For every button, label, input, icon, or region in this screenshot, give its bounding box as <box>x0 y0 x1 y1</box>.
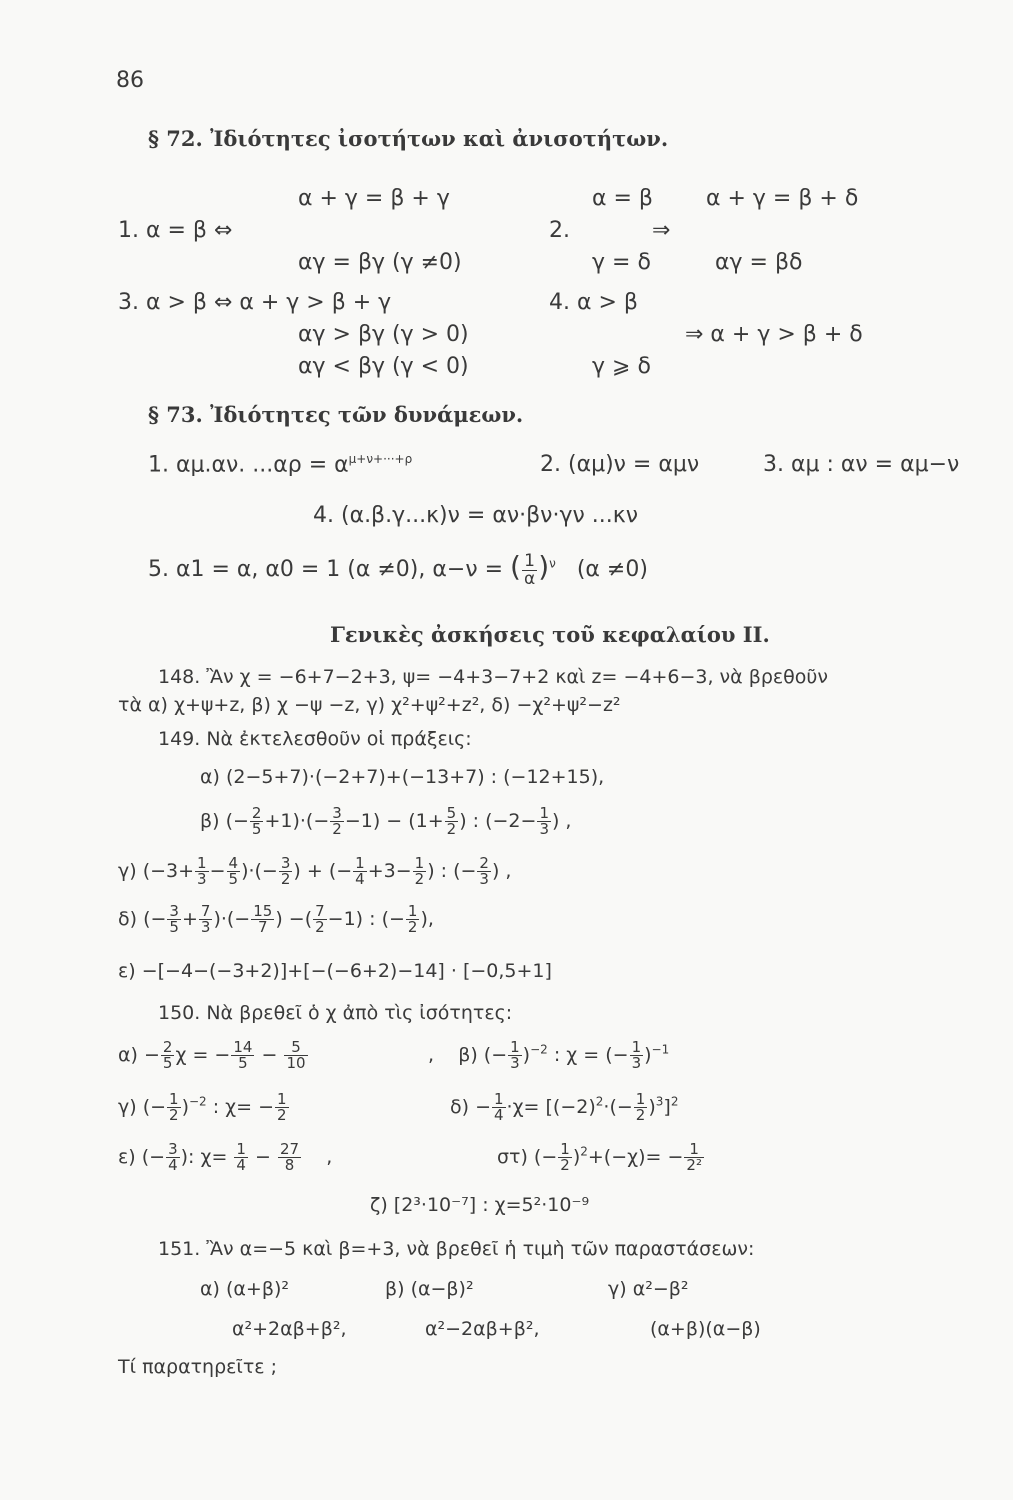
exercise-149-c: γ) (−3+ $\frac{1}{3}$ − $\frac{4}{5}$ )·(− $\frac{3}{2}$ ) + (− $\frac{1}{4}$ +3− $\frac{1}{2}$ ) : (− $\frac{2}{3}$ ) , <box>118 854 512 888</box>
exercise-149-d: δ) (− $\frac{3}{5}$ + $\frac{7}{3}$ )·(− $\frac{15}{7}$ ) −( $\frac{7}{2}$ −1) : (− $\frac{1}{2}$ ), <box>118 902 434 936</box>
exercise-150-a: α) − $\frac{2}{5}$ χ = − $\frac{14}{5}$ − $\frac{5}{10}$ <box>118 1038 306 1072</box>
prop4-line-a: 4. α > β <box>549 290 638 315</box>
prop2-line-a1: α = β <box>592 186 653 211</box>
implies-arrow: ⇒ <box>652 218 671 243</box>
prop1-line-a: α + γ = β + γ <box>298 186 450 211</box>
power-rule-2: 2. (αμ)ν = αμν <box>540 452 700 477</box>
exercise-151-b1: β) (α−β)² <box>385 1278 474 1300</box>
exercise-151-c1: γ) α²−β² <box>608 1278 689 1300</box>
exercise-151-b2: α²−2αβ+β², <box>425 1318 540 1340</box>
power-rule-5: 5. α1 = α, α0 = 1 (α ≠0), α−ν = ( $\frac{1}{\alpha}$ )$^\nu$ (α ≠0) <box>148 550 648 589</box>
exercise-150-c: γ) (− $\frac{1}{2}$ )$^{-2}$ : χ= − $\frac{1}{2}$ <box>118 1090 287 1124</box>
exercise-149-intro: 149. Νὰ ἐκτελεσθοῦν οἱ πράξεις: <box>158 728 472 750</box>
exercise-149-b: β) (− $\frac{2}{5}$ +1)·(− $\frac{3}{2}$ −1) − (1+ $\frac{5}{2}$ ) : (−2− $\frac{1}{3}$ ) , <box>200 804 572 838</box>
power-rule-3: 3. αμ : αν = αμ−ν <box>763 452 960 477</box>
prop2-line-b1: γ = δ <box>592 250 651 275</box>
exercise-150-d: δ) − $\frac{1}{4}$ $\cdot\chi= [(-2)^2\cdot(-$ $\frac{1}{2}$ )$^3$]$^2$ <box>450 1090 679 1124</box>
exercise-149-a: α) (2−5+7)·(−2+7)+(−13+7) : (−12+15), <box>200 766 605 788</box>
prop1-label: 1. α = β ⇔ <box>118 218 233 243</box>
exercise-151-a1: α) (α+β)² <box>200 1278 289 1300</box>
power-rule-1: 1. αμ.αν. $...\alpha\rho = \alpha^{\mu+\nu+\cdot\cdot\cdot+\rho}$ <box>148 452 413 478</box>
exercise-150-st: στ) (− $\frac{1}{2}$ )$^2$+(−χ)= − $\frac{1}{\text{2²}}$ <box>497 1140 702 1174</box>
power-rule-1-exponent: μ+ν+···+ρ <box>348 452 413 466</box>
prop3-line-c: αγ < βγ (γ < 0) <box>298 354 469 379</box>
exercise-148-line2: τὰ α) χ+ψ+z, β) χ −ψ −z, γ) χ²+ψ²+z², δ) −χ²+ψ²−z² <box>118 694 621 716</box>
prop4-conclusion: ⇒ α + γ > β + δ <box>685 322 863 347</box>
exercise-148-line1: 148. Ἂν χ = −6+7−2+3, ψ= −4+3−7+2 καὶ z= −4+6−3, νὰ βρεθοῦν <box>158 666 829 688</box>
exercise-151-a2: α²+2αβ+β², <box>232 1318 347 1340</box>
exercise-150-intro: 150. Νὰ βρεθεῖ ὁ χ ἀπὸ τὶς ἰσότητες: <box>158 1002 513 1024</box>
prop2-label: 2. <box>549 218 570 243</box>
section-73-title: § 73. Ἰδιότητες τῶν δυνάμεων. <box>148 402 524 427</box>
general-exercises-title: Γενικὲς ἀσκήσεις τοῦ κεφαλαίου ΙΙ. <box>330 622 770 647</box>
exercise-151-intro: 151. Ἂν α=−5 καὶ β=+3, νὰ βρεθεῖ ἡ τιμὴ τῶν παραστάσεων: <box>158 1238 755 1260</box>
exercise-151-c2: (α+β)(α−β) <box>650 1318 761 1340</box>
section-72-title: § 72. Ἰδιότητες ἰσοτήτων καὶ ἀνισοτήτων. <box>148 126 669 151</box>
prop3-line-b: αγ > βγ (γ > 0) <box>298 322 469 347</box>
prop2-line-b2: αγ = βδ <box>715 250 803 275</box>
prop1-line-b: αγ = βγ (γ ≠0) <box>298 250 462 275</box>
exercise-150-z: ζ) [2³·10⁻⁷] : χ=5²·10⁻⁹ <box>370 1194 590 1216</box>
exercise-149-e: ε) −[−4−(−3+2)]+[−(−6+2)−14] · [−0,5+1] <box>118 960 552 982</box>
power-rule-4: 4. (α.β.γ...κ)ν = αν·βν·γν ...κν <box>313 503 638 528</box>
prop2-line-a2: α + γ = β + δ <box>706 186 859 211</box>
prop4-line-b: γ ⩾ δ <box>592 354 651 379</box>
exercise-151-question: Τί παρατηρεῖτε ; <box>118 1356 278 1378</box>
prop3-line-a: 3. α > β ⇔ α + γ > β + γ <box>118 290 392 315</box>
page-number: 86 <box>116 68 144 93</box>
exercise-150-b: , β) (− $\frac{1}{3}$ )$^{-2}$ : χ = (− $\frac{1}{3}$ )$^{-1}$ <box>428 1038 670 1072</box>
exercise-150-e: ε) (− $\frac{3}{4}$ ): χ= $\frac{1}{4}$ − $\frac{27}{8}$ , <box>118 1140 333 1174</box>
